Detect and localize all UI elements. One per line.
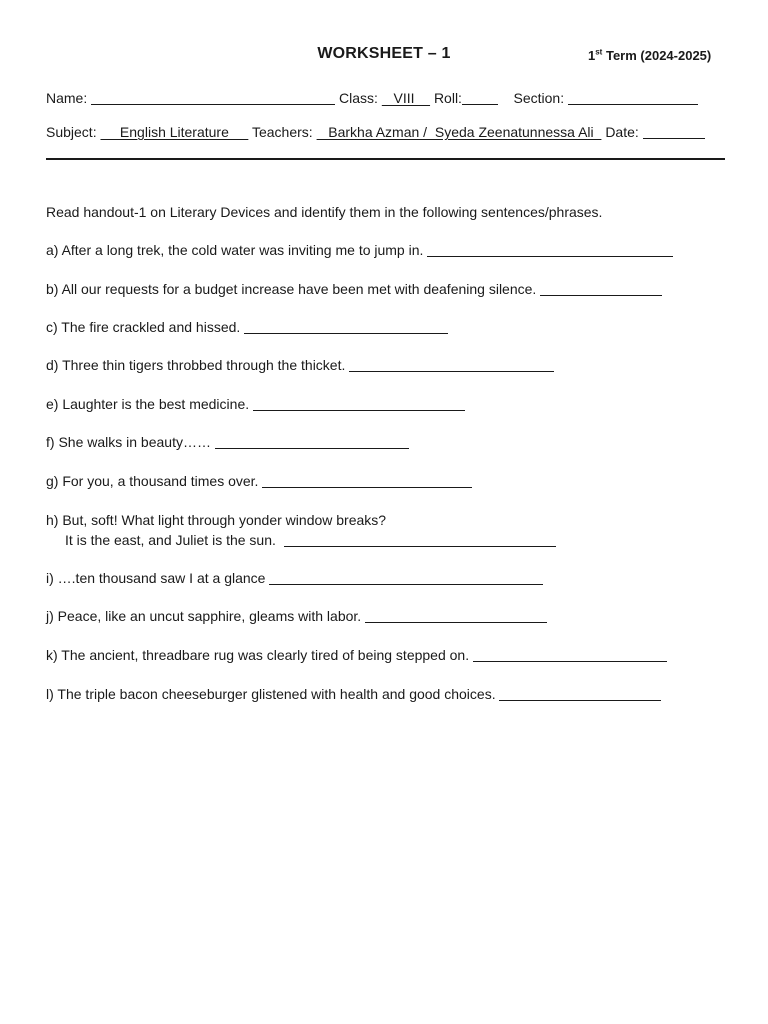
question-d [46,355,554,375]
teachers-label: Teachers: [251,124,313,140]
answer-blank[interactable] [269,570,543,585]
question-a [46,240,673,260]
answer-blank[interactable] [540,281,662,296]
question-text: d) Three thin tigers throbbed through the thicket. [46,357,346,373]
question-c [46,317,448,337]
teachers-value: Barkha Azman / Syeda Zeenatunnessa Ali [316,124,602,140]
question-text: c) The fire crackled and hissed. [46,319,241,335]
name-blank[interactable] [91,90,335,105]
answer-blank[interactable] [253,396,465,411]
question-text: f) She walks in beauty…… [46,434,211,450]
question-text: k) The ancient, threadbare rug was clearly tired of being stepped on. [46,647,470,663]
term-year: Term (2024-2025) [602,48,712,63]
section-blank[interactable] [568,90,698,105]
question-f [46,432,409,452]
answer-blank[interactable] [427,242,673,257]
question-l [46,684,661,704]
roll-blank[interactable] [462,90,498,105]
question-text: h) But, soft! What light through yonder window breaks? [46,512,387,528]
term-ordinal-suffix: st [595,47,603,57]
term-ordinal: 1 [588,48,596,63]
question-text: b) All our requests for a budget increase have been met with deafening silence. [46,281,537,297]
roll-label: Roll: [433,90,462,106]
subject-value: English Literature [100,124,249,140]
instruction-text: Read handout-1 on Literary Devices and identify them in the following sentences/phrases. [46,204,603,220]
answer-blank[interactable] [244,319,448,334]
student-info-row [46,90,698,106]
header-divider [46,158,725,160]
question-text: j) Peace, like an uncut sapphire, gleams with labor. [46,608,362,624]
question-text: i) ….ten thousand saw I at a glance [46,570,266,586]
answer-blank[interactable] [215,434,409,449]
worksheet-title: WORKSHEET – 1 [317,45,451,62]
question-text-continued: It is the east, and Juliet is the sun. [65,532,276,548]
subject-label: Subject: [46,124,97,140]
answer-blank[interactable] [262,473,472,488]
answer-blank[interactable] [473,647,667,662]
class-value: VIII [381,90,431,106]
question-g [46,471,472,491]
question-text: l) The triple bacon cheeseburger glistened with health and good choices. [46,686,496,702]
question-h [46,510,556,550]
question-text-line2 [46,530,556,550]
question-text: g) For you, a thousand times over. [46,473,259,489]
subject-info-row [46,124,705,140]
term-label [588,48,711,63]
class-label: Class: [339,90,378,106]
answer-blank[interactable] [284,532,556,547]
date-blank[interactable] [643,124,705,139]
date-label: Date: [605,124,639,140]
question-k [46,645,667,665]
question-text: e) Laughter is the best medicine. [46,396,250,412]
answer-blank[interactable] [349,357,554,372]
answer-blank[interactable] [365,608,547,623]
answer-blank[interactable] [499,686,661,701]
name-label: Name: [46,90,88,106]
question-b [46,279,662,299]
question-e [46,394,465,414]
question-i [46,568,543,588]
section-label: Section: [513,90,565,106]
question-text: a) After a long trek, the cold water was inviting me to jump in. [46,242,424,258]
question-j [46,606,547,626]
